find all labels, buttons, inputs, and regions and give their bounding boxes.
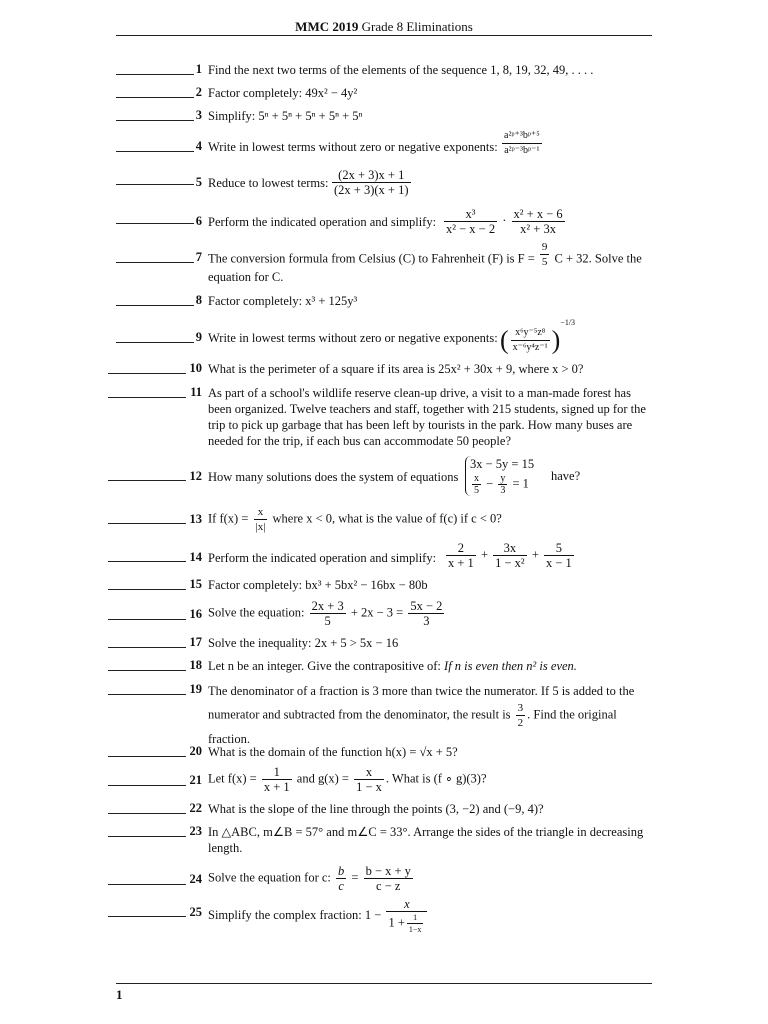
question-text-part: Let f(x) = (208, 771, 257, 786)
question-text-part: C + 32. Solve the equation for C. (208, 251, 642, 284)
exponent: −1/3 (560, 318, 576, 327)
question-suffix: have? (551, 469, 581, 483)
answer-blank[interactable] (108, 756, 186, 757)
answer-blank[interactable] (108, 589, 186, 590)
expression: ( $\frac{\text{x⁶y⁻⁵z⁸}}{\text{x⁻⁶y⁴z⁻¹}}$ )$^{-1/3}$ (500, 318, 576, 355)
answer-blank[interactable] (108, 694, 186, 695)
question-number: 6 (195, 214, 202, 228)
denominator (386, 912, 427, 935)
fraction (500, 129, 544, 158)
question-text-part: and g(x) = (296, 771, 349, 786)
question-text: Factor completely: x³ + 125y³ (208, 294, 358, 308)
question-number: 23 (189, 824, 202, 838)
question-prompt: Reduce to lowest terms: (208, 176, 329, 190)
question-number: 13 (189, 512, 202, 526)
answer-blank[interactable] (108, 480, 186, 481)
question-text-part: If f(x) = (208, 511, 249, 526)
question-text (208, 897, 654, 935)
denominator: 1 − x² (495, 556, 525, 570)
operator: + (480, 547, 488, 562)
question-prompt: Write in lowest terms without zero or negative exponents: (208, 331, 498, 345)
denominator: |x| (255, 521, 266, 533)
question-text (208, 599, 654, 628)
question-number: 14 (189, 550, 202, 564)
denominator: x + 1 (263, 780, 290, 794)
denominator: x² + 3x (520, 222, 556, 236)
question-text: Solve the inequality: 2x + 5 > 5x − 16 (208, 636, 399, 650)
operator: · (502, 213, 507, 228)
numerator: 3 (517, 702, 524, 714)
expression (442, 207, 567, 236)
question-prompt: How many solutions does the system of equations (208, 470, 459, 484)
header-rule (116, 35, 652, 36)
answer-blank[interactable] (108, 670, 186, 671)
question-number: 9 (195, 330, 202, 344)
answer-blank[interactable] (108, 397, 186, 398)
operator: + (531, 547, 539, 562)
numerator: 9 (541, 241, 548, 253)
numerator: x³ (444, 207, 497, 222)
denominator-lead: 1 + (388, 915, 405, 930)
numerator: a²ᵖ⁺³bᵖ⁺⁵ (502, 129, 542, 144)
question-number: 3 (195, 108, 202, 122)
question-number: 21 (189, 773, 202, 787)
answer-blank[interactable] (108, 836, 186, 837)
question-text-part: Simplify the complex fraction: 1 − (208, 907, 382, 922)
denominator: x⁻⁶y⁴z⁻¹ (512, 342, 548, 354)
numerator: 2x + 3 (311, 599, 344, 613)
question-text-part: . What is (f ∘ g)(3)? (385, 771, 487, 786)
answer-blank[interactable] (108, 647, 186, 648)
question-prompt: Perform the indicated operation and simplify: (208, 551, 437, 565)
numerator: 5 (544, 541, 574, 556)
question-number: 24 (189, 872, 202, 886)
denominator: x − 1 (546, 556, 572, 570)
numerator: x⁶y⁻⁵z⁸ (511, 326, 550, 341)
numerator: 2 (446, 541, 476, 556)
footer-rule (116, 983, 652, 984)
question-text: What is the domain of the function h(x) = √x + 5? (208, 745, 458, 759)
denominator: 5 (541, 256, 548, 268)
question-prompt: Perform the indicated operation and simplify: (208, 215, 437, 229)
question-number: 10 (189, 361, 202, 375)
page-header (0, 19, 768, 35)
numerator: 5x − 2 (410, 599, 443, 613)
question-number: 8 (195, 293, 202, 307)
expression (444, 541, 576, 570)
question-text: Find the next two terms of the elements of the sequence 1, 8, 19, 32, 49, . . . . (208, 63, 594, 77)
question-text (208, 241, 654, 286)
denominator: x + 1 (448, 556, 474, 570)
equation-1: 3x − 5y = 15 (470, 457, 535, 471)
denominator: x² − x − 2 (446, 222, 496, 236)
denominator: (2x + 3)(x + 1) (334, 183, 409, 197)
question-number: 20 (189, 744, 202, 758)
denominator: 1 − x (356, 780, 382, 794)
question-text-part: Let n be an integer. Give the contrapositive of: (208, 659, 441, 673)
inner-denominator: 1−x (408, 925, 422, 934)
inner-numerator: 1 (407, 912, 424, 924)
question-number: 19 (189, 682, 202, 696)
question-text: Simplify: 5ⁿ + 5ⁿ + 5ⁿ + 5ⁿ + 5ⁿ (208, 109, 363, 123)
denominator: 5 (324, 614, 331, 628)
question-text-part: If n is even then n² is even. (444, 659, 577, 673)
question-text (208, 139, 654, 155)
question-number: 15 (189, 577, 202, 591)
operator: = (351, 870, 359, 885)
question-text: As part of a school's wildlife reserve clean-up drive, a visit to a man-made forest has been organized. Twelve teachers and staff, together with 215 students, signed up for the trip to pick up garbage that has been left by tourists in the park. How many buses are needed for the trip, if each bus can accommodate 50 people? (208, 386, 646, 448)
question-text-part: The denominator of a fraction is 3 more than twice the numerator. If 5 is added to the numerator and subtracted from the denominator, the result is (208, 684, 635, 722)
fraction (330, 168, 413, 197)
event-name: MMC 2019 (295, 19, 359, 34)
numerator: (2x + 3)x + 1 (332, 168, 411, 183)
question-number: 7 (195, 250, 202, 264)
question-number: 17 (189, 635, 202, 649)
numerator: b (338, 864, 345, 878)
question-text: Factor completely: bx³ + 5bx² − 16bx − 80b (208, 578, 428, 592)
question-number: 25 (189, 905, 202, 919)
question-number: 5 (195, 175, 202, 189)
question-text: What is the slope of the line through the points (3, −2) and (−9, 4)? (208, 802, 544, 816)
question-text-part: The conversion formula from Celsius (C) to Fahrenheit (F) is F = (208, 251, 535, 266)
numerator: x (354, 765, 384, 780)
question-number: 22 (189, 801, 202, 815)
answer-blank[interactable] (108, 813, 186, 814)
question-text-part: . Find the original fraction. (208, 707, 617, 746)
question-text-part: Solve the equation: (208, 605, 305, 620)
question-number: 18 (189, 658, 202, 672)
question-text-part: + 2x − 3 = (350, 605, 404, 620)
question-number: 11 (190, 385, 202, 399)
equation-2: $\frac{x}{5}$ − $\frac{y}{3}$ = 1 (474, 473, 529, 496)
question-number: 4 (195, 139, 202, 153)
question-text (208, 765, 654, 794)
question-text (208, 658, 654, 674)
denominator: c (338, 879, 344, 893)
question-text-part: where x < 0, what is the value of f(c) if c < 0? (272, 511, 502, 526)
question-text-part: Solve the equation for c: (208, 870, 331, 885)
question-prompt: Write in lowest terms without zero or negative exponents: (208, 140, 498, 154)
numerator: 3x (493, 541, 527, 556)
question-number: 16 (189, 607, 202, 621)
denominator: c − z (376, 879, 401, 893)
answer-blank[interactable] (108, 916, 186, 917)
denominator: 3 (423, 614, 430, 628)
question-text (208, 505, 654, 534)
numerator: x (386, 897, 427, 912)
question-text (208, 682, 654, 749)
page-title: Grade 8 Eliminations (361, 19, 473, 34)
answer-blank[interactable] (108, 785, 186, 786)
system-of-equations (462, 456, 541, 496)
question-text: What is the perimeter of a square if its area is 25x² + 30x + 9, where x > 0? (208, 362, 584, 376)
numerator: 1 (262, 765, 292, 780)
answer-blank[interactable] (108, 619, 186, 620)
numerator: x² + x − 6 (513, 207, 563, 221)
question-text: Factor completely: 49x² − 4y² (208, 86, 358, 100)
answer-blank[interactable] (108, 523, 186, 524)
question-number: 12 (189, 469, 202, 483)
question-number: 1 (195, 62, 202, 76)
question-text (208, 864, 654, 893)
answer-blank[interactable] (108, 373, 186, 374)
answer-blank[interactable] (108, 561, 186, 562)
answer-blank[interactable] (108, 884, 186, 885)
denominator: 2 (517, 717, 524, 729)
denominator: a²ᵖ⁻³bᵖ⁻¹ (504, 145, 540, 156)
question-text: In △ABC, m∠B = 57° and m∠C = 33°. Arrange the sides of the triangle in decreasing length. (208, 825, 644, 855)
question-number: 2 (195, 85, 202, 99)
numerator: x (254, 505, 268, 520)
page-number: 1 (116, 987, 123, 1002)
numerator: b − x + y (365, 864, 411, 878)
